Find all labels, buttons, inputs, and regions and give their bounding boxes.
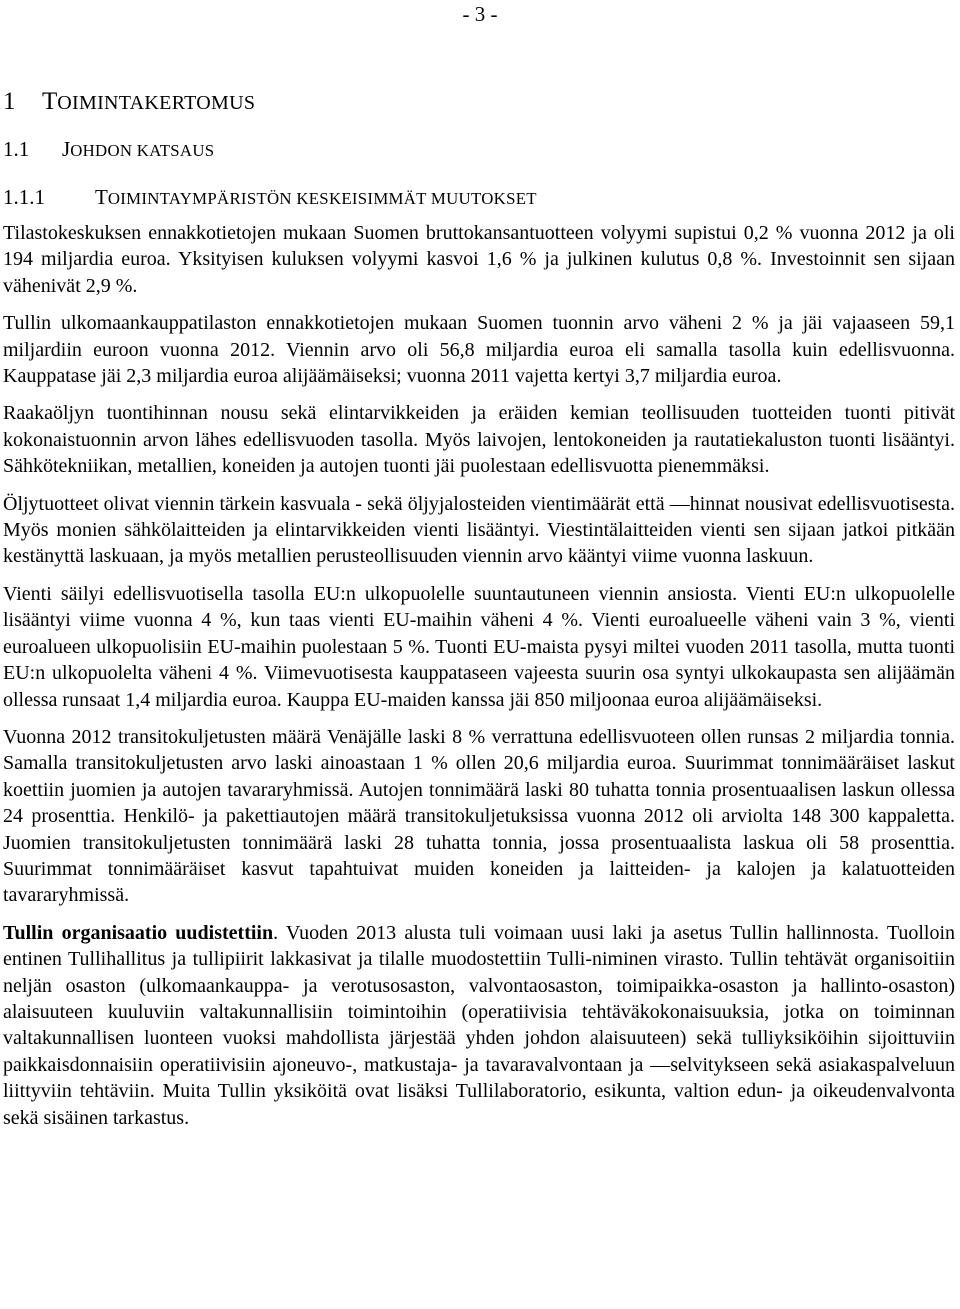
paragraph-organisation	[3, 920, 955, 1131]
organisation-text: . Vuoden 2013 alusta tuli voimaan uusi laki ja asetus Tullin hallinnosta. Tuolloin entinen Tullihallitus ja tullipiirit lakkasivat ja tilalle muodostettiin Tulli-niminen virasto. Tullin tehtävät organisoitiin neljän osaston (ulkomaankauppa- ja verotusosaston, valvontaosaston, toimipaikka-osaston ja hallinto-osaston) alaisuuteen kuuluviin valtakunnallisiin toimintoihin (operatiivisia tehtäväkokonaisuuksia, jotka on toiminnan valtakunnallisen luonteen vuoksi mahdollista järjestää yhden johdon alaisuuteen) sekä tulliyksiköihin sijoittuviin paikkaisdonnaisiin operatiivisiin ajoneuvo-, matkustaja- ja tavaravalvontaan ja —selvitykseen sekä asiakaspalveluun liittyviin tehtäviin. Muita Tullin yksiköitä ovat lisäksi Tullilaboratorio, esikunta, valtion edun- ja oikeudenvalvonta sekä sisäinen tarkastus.	[3, 921, 956, 1129]
paragraph-imports: Raakaöljyn tuontihinnan nousu sekä elintarvikkeiden ja eräiden kemian teollisuuden tuotteiden tuonti pitivät kokonaistuonnin arvon lähes edellisvuoden tasolla. Myös laivojen, lentokoneiden ja rautatiekaluston tuonti lisääntyi. Sähkötekniikan, metallien, koneiden ja autojen tuonti jäi puolestaan edellisvuotta pienemmäksi.	[3, 402, 955, 478]
section-title	[62, 134, 214, 166]
subsection-title-initial: T	[95, 185, 108, 209]
chapter-heading	[3, 82, 955, 123]
section-heading	[3, 134, 955, 166]
document-content	[3, 82, 955, 1142]
section-number: 1.1	[3, 137, 30, 161]
organisation-bold-lead: Tullin organisaatio uudistettiin	[3, 921, 274, 944]
subsection-title-rest: OIMINTAYMPÄRISTÖN KESKEISIMMÄT MUUTOKSET	[107, 189, 537, 208]
section-title-initial: J	[62, 137, 71, 161]
paragraph-eu-trade: Vienti säilyi edellisvuotisella tasolla EU:n ulkopuolelle suuntautuneen viennin ansiosta. Vienti EU:n ulkopuolelle lisääntyi viime vuonna 4 %, kun taas vienti EU-maihin väheni 4 %. Vienti euroalueelle väheni vain 3 %, vienti euroalueen ulkopuolisiin EU-maihin puolestaan 5 %. Tuonti EU-maista pysyi miltei vuoden 2011 tasolla, mutta tuonti EU:n ulkopuolelta väheni 4 %. Viimevuotisesta kauppataseen vajeesta suurin osa syntyi ulkokaupasta sen alijäämän ollessa runsaat 1,4 miljardia euroa. Kauppa EU-maiden kanssa jäi 850 miljoonaa euroa alijäämäiseksi.	[3, 582, 955, 711]
chapter-number: 1	[3, 88, 16, 115]
page-number: - 3 -	[462, 2, 498, 26]
paragraph-exports: Öljytuotteet olivat viennin tärkein kasvuala - sekä öljyjalosteiden vientimäärät että —hinnat nousivat edellisvuotisesta. Myös monien sähkölaitteiden ja elintarvikkeiden vienti lisääntyi. Viestintälaitteiden vienti sen sijaan jatkoi pitkään kestänyttä laskuaan, ja myös metallien perusteollisuuden viennin arvo kääntyi viime vuonna laskuun.	[3, 492, 955, 568]
subsection-title	[95, 182, 537, 214]
paragraph-foreign-trade: Tullin ulkomaankauppatilaston ennakkotietojen mukaan Suomen tuonnin arvo väheni 2 % ja jäi vajaaseen 59,1 miljardiin euroon vuonna 2012. Viennin arvo oli 56,8 miljardia euroa eli samalla tasolla kuin edellisvuonna. Kauppatase jäi 2,3 miljardia euroa alijäämäiseksi; vuonna 2011 vajetta kertyi 3,7 miljardia euroa.	[3, 312, 955, 388]
subsection-number: 1.1.1	[3, 185, 45, 209]
paragraph-gdp: Tilastokeskuksen ennakkotietojen mukaan Suomen bruttokansantuotteen volyymi supistui 0,2 % vuonna 2012 ja oli 194 miljardia euroa. Yksityisen kuluksen volyymi kasvoi 1,6 % ja julkinen kulutus 0,8 %. Investoinnit sen sijaan vähenivät 2,9 %.	[3, 222, 955, 297]
chapter-title	[42, 82, 255, 123]
subsection-heading	[3, 182, 955, 214]
chapter-title-rest: OIMINTAKERTOMUS	[57, 92, 256, 114]
chapter-title-initial: T	[42, 88, 58, 115]
section-title-rest: OHDON KATSAUS	[70, 141, 215, 160]
paragraph-transit: Vuonna 2012 transitokuljetusten määrä Venäjälle laski 8 % verrattuna edellisvuoteen ollen runsas 2 miljardia tonnia. Samalla transitokuljetusten arvo laski ainoastaan 1 % ollen 20,6 miljardia euroa. Suurimmat tonnimääräiset laskut koettiin juomien ja autojen tavararyhmissä. Autojen tonnimäärä laski 80 tuhatta tonnia prosentuaalisen laskun ollessa 24 prosenttia. Henkilö- ja pakettiautojen määrä transitokuljetuksissa vuonna 2012 oli arviolta 148 300 kappaletta. Juomien transitokuljetusten tonnimäärä laski 28 tuhatta tonnia, jossa prosentuaalista laskua oli 58 prosenttia. Suurimmat tonnimääräiset kasvut tapahtuivat muiden koneiden ja laitteiden- ja kalojen ja kalatuotteiden tavararyhmissä.	[3, 725, 955, 907]
